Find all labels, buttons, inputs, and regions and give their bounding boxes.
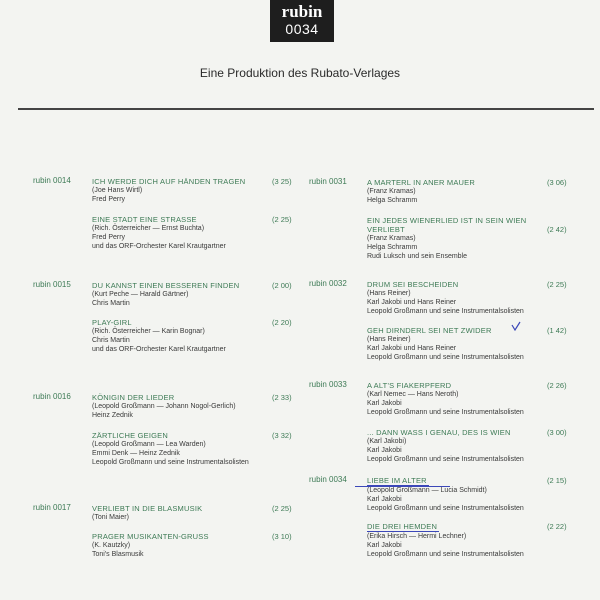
track-entry <box>92 393 297 420</box>
track-entry <box>367 428 572 464</box>
track-title: ... DANN WASS I GENAU, DES IS WIEN <box>367 428 511 437</box>
track-credit: (Karl Jakobi) <box>367 438 407 445</box>
track-title: A MARTERL IN ANER MAUER <box>367 178 475 187</box>
track-credit: (Leopold Großmann — Johann Nogol-Gerlich) <box>92 403 236 410</box>
catalog-number: rubin 0017 <box>33 503 71 512</box>
track-title: ZÄRTLICHE GEIGEN <box>92 431 168 440</box>
production-line: Eine Produktion des Rubato-Verlages <box>199 66 401 80</box>
track-entry <box>92 215 297 251</box>
track-title: PLAY-GIRL <box>92 318 132 327</box>
track-title: KÖNIGIN DER LIEDER <box>92 393 175 402</box>
track-entry <box>92 532 297 559</box>
track-credit: (K. Kautzky) <box>92 542 131 549</box>
rubin-logo <box>270 0 334 42</box>
track-performer: Fred Perry <box>92 234 126 241</box>
track-duration: (2 00) <box>272 281 292 290</box>
track-credit: (Toni Maier) <box>92 514 129 521</box>
track-performer: Leopold Großmann und seine Instrumentalsolisten <box>367 551 524 558</box>
track-entry <box>367 381 572 417</box>
track-credit: (Hans Reiner) <box>367 336 411 343</box>
track-performer: Leopold Großmann und seine Instrumentalsolisten <box>367 308 524 315</box>
track-credit: (Leopold Großmann — Lea Warden) <box>92 441 206 448</box>
track-entry <box>367 216 572 261</box>
catalog-number: rubin 0016 <box>33 392 71 401</box>
track-duration: (3 06) <box>547 178 567 187</box>
track-performer: Chris Martin <box>92 337 130 344</box>
track-performer: Karl Jakobi <box>367 542 402 549</box>
logo-number: 0034 <box>285 21 319 37</box>
track-entry <box>367 280 572 316</box>
track-credit: (Joe Hans Wirtl) <box>92 187 143 194</box>
catalog-number: rubin 0032 <box>309 279 347 288</box>
track-entry <box>92 504 297 522</box>
track-title: DRUM SEI BESCHEIDEN <box>367 280 459 289</box>
track-duration: (2 20) <box>272 318 292 327</box>
track-entry <box>367 522 572 559</box>
track-duration: (2 26) <box>547 381 567 390</box>
track-entry <box>367 476 572 513</box>
track-duration: (2 33) <box>272 393 292 402</box>
check-mark-icon <box>511 321 521 331</box>
catalog-number: rubin 0033 <box>309 380 347 389</box>
track-performer: Toni's Blasmusik <box>92 551 144 558</box>
track-title-continued: VERLIEBT <box>367 225 405 234</box>
track-duration: (2 15) <box>547 476 567 485</box>
track-credit: (Leopold Großmann — Lucia Schmidt) <box>367 487 487 494</box>
track-performer: Leopold Großmann und seine Instrumentalsolisten <box>367 505 524 512</box>
track-credit: (Kurt Peche — Harald Gärtner) <box>92 291 189 298</box>
logo-brand: rubin <box>281 2 323 21</box>
track-performer: Karl Jakobi <box>367 447 402 454</box>
track-title: ICH WERDE DICH AUF HÄNDEN TRAGEN <box>92 177 246 186</box>
track-title: GEH DIRNDERL SEI NET ZWIDER <box>367 326 492 335</box>
track-performer: Leopold Großmann und seine Instrumentalsolisten <box>367 409 524 416</box>
track-entry <box>92 177 297 204</box>
track-duration: (2 25) <box>547 280 567 289</box>
track-duration: (2 22) <box>547 522 567 531</box>
track-performer: Helga Schramm <box>367 197 418 204</box>
track-duration: (2 42) <box>547 225 567 234</box>
pen-underline <box>355 486 450 487</box>
track-performer: Leopold Großmann und seine Instrumentalsolisten <box>92 459 249 466</box>
track-performer: Rudi Luksch und sein Ensemble <box>367 253 468 260</box>
track-performer: Helga Schramm <box>367 244 418 251</box>
track-title: VERLIEBT IN DIE BLASMUSIK <box>92 504 203 513</box>
track-entry <box>367 178 572 205</box>
divider-rule <box>18 108 594 110</box>
track-credit: (Erika Hirsch — Hermi Lechner) <box>367 533 467 540</box>
track-duration: (2 25) <box>272 504 292 513</box>
track-duration: (3 32) <box>272 431 292 440</box>
track-performer: Karl Jakobi und Hans Reiner <box>367 299 457 306</box>
track-entry <box>367 326 572 362</box>
track-credit: (Franz Kramas) <box>367 235 416 242</box>
track-credit: (Rich. Österreicher — Ernst Buchta) <box>92 225 205 232</box>
track-performer: und das ORF-Orchester Karel Krautgartner <box>92 243 226 250</box>
track-credit: (Franz Kramas) <box>367 188 416 195</box>
track-duration: (3 10) <box>272 532 292 541</box>
track-duration: (2 25) <box>272 215 292 224</box>
track-title: PRAGER MUSIKANTEN-GRUSS <box>92 532 209 541</box>
track-performer: Karl Jakobi <box>367 496 402 503</box>
track-performer: Karl Jakobi <box>367 400 402 407</box>
catalog-number: rubin 0034 <box>309 475 347 484</box>
track-performer: Emmi Denk — Heinz Zednik <box>92 450 180 457</box>
track-entry <box>92 281 297 308</box>
track-credit: (Hans Reiner) <box>367 290 411 297</box>
track-duration: (1 42) <box>547 326 567 335</box>
track-performer: Leopold Großmann und seine Instrumentalsolisten <box>367 456 524 463</box>
track-duration: (3 25) <box>272 177 292 186</box>
track-performer: Fred Perry <box>92 196 126 203</box>
track-title: DIE DREI HEMDEN <box>367 522 438 531</box>
track-credit: (Karl Nemec — Hans Neroth) <box>367 391 459 398</box>
catalog-number: rubin 0031 <box>309 177 347 186</box>
track-duration: (3 00) <box>547 428 567 437</box>
track-title: EIN JEDES WIENERLIED IST IN SEIN WIEN <box>367 216 527 225</box>
track-title: DU KANNST EINEN BESSEREN FINDEN <box>92 281 240 290</box>
catalog-number: rubin 0015 <box>33 280 71 289</box>
catalog-number: rubin 0014 <box>33 176 71 185</box>
track-performer: Leopold Großmann und seine Instrumentalsolisten <box>367 354 524 361</box>
track-entry <box>92 431 297 467</box>
track-performer: Heinz Zednik <box>92 412 133 419</box>
track-credit: (Rich. Österreicher — Karin Bognar) <box>92 328 205 335</box>
track-title: A ALT'S FIAKERPFERD <box>367 381 452 390</box>
track-performer: und das ORF-Orchester Karel Krautgartner <box>92 346 226 353</box>
track-performer: Chris Martin <box>92 300 130 307</box>
track-performer: Karl Jakobi und Hans Reiner <box>367 345 457 352</box>
track-entry <box>92 318 297 354</box>
track-title: EINE STADT EINE STRASSE <box>92 215 197 224</box>
track-title: LIEBE IM ALTER <box>367 476 427 485</box>
